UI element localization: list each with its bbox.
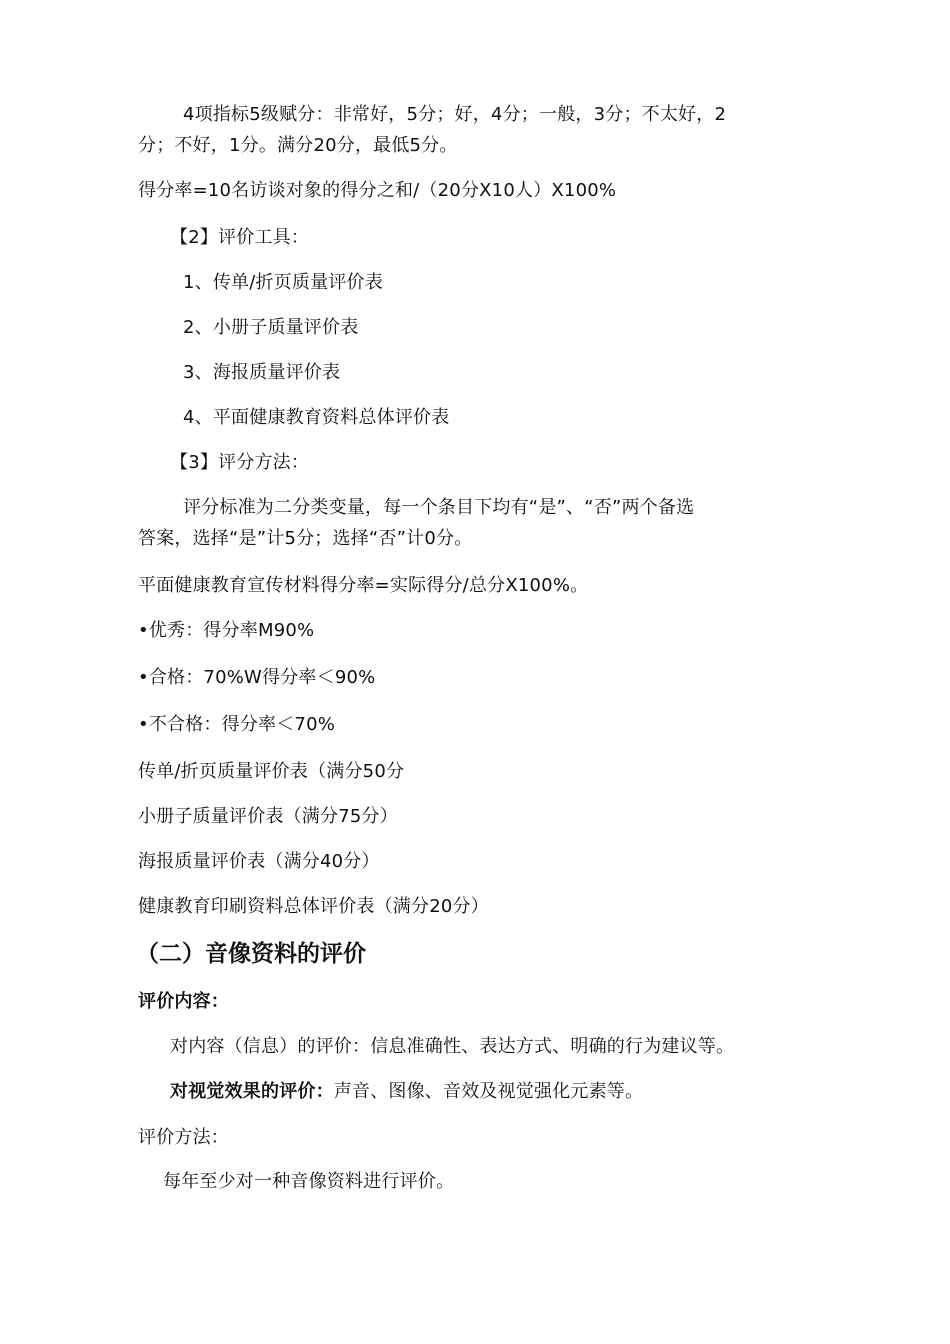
form-item: 海报质量评价表（满分40分） — [138, 851, 380, 872]
method-heading: 【3】评分方法： — [170, 452, 310, 473]
form-item: 传单/折页质量评价表（满分50分 — [138, 761, 405, 782]
material-score-formula: 平面健康教育宣传材料得分率=实际得分/总分X100%。 — [138, 575, 589, 596]
tool-item: 4、平面健康教育资料总体评价表 — [183, 407, 450, 428]
content-heading: 评价内容： — [138, 991, 229, 1012]
form-item: 健康教育印刷资料总体评价表（满分20分） — [138, 896, 489, 917]
evaluation-method-heading: 评价方法： — [138, 1127, 229, 1148]
tools-heading: 【2】评价工具： — [170, 227, 310, 248]
grade-item: •不合格：得分率＜70% — [138, 714, 336, 735]
tool-item: 1、传单/折页质量评价表 — [183, 272, 383, 293]
tool-item: 2、小册子质量评价表 — [183, 317, 359, 338]
visual-evaluation-text: 声音、图像、音效及视觉强化元素等。 — [333, 1081, 644, 1102]
evaluation-method-line: 每年至少对一种音像资料进行评价。 — [163, 1171, 455, 1192]
form-item: 小册子质量评价表（满分75分） — [138, 806, 398, 827]
grade-item: •合格：70%W得分率＜90% — [138, 667, 376, 688]
visual-evaluation-label: 对视觉效果的评价： — [170, 1081, 334, 1102]
content-evaluation-line: 对内容（信息）的评价：信息准确性、表达方式、明确的行为建议等。 — [170, 1036, 735, 1057]
scoring-rule-line-1: 4项指标5级赋分：非常好，5分；好，4分；一般，3分；不太好，2 — [183, 104, 727, 125]
tool-item: 3、海报质量评价表 — [183, 362, 341, 383]
section-title: （二）音像资料的评价 — [136, 941, 366, 967]
method-line-2: 答案，选择“是”计5分；选择“否”计0分。 — [138, 528, 473, 549]
visual-evaluation-line — [170, 1080, 643, 1104]
method-line-1: 评分标准为二分类变量，每一个条目下均有“是”、“否”两个备选 — [183, 497, 695, 518]
scoring-rule-line-2: 分；不好，1分。满分20分，最低5分。 — [138, 135, 458, 156]
score-rate-formula: 得分率=10名访谈对象的得分之和/（20分X10人）X100% — [138, 180, 617, 201]
grade-item: •优秀：得分率M90% — [138, 620, 315, 641]
